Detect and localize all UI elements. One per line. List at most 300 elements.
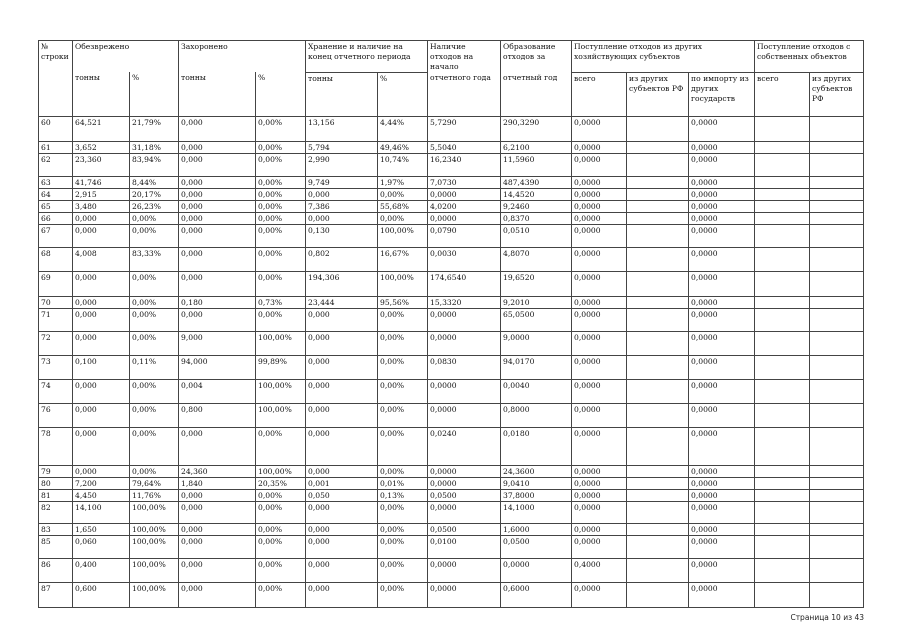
cell-neutralized-percent: 79,64%: [130, 477, 179, 489]
cell-receipt-from-rf: [627, 379, 689, 403]
cell-receipt-total: 0,0000: [572, 379, 627, 403]
cell-beginning-balance: 0,0790: [428, 224, 501, 247]
cell-own-from-rf: [810, 523, 864, 535]
cell-receipt-total: 0,0000: [572, 501, 627, 523]
cell-buried-percent: 0,00%: [256, 558, 306, 582]
cell-neutralized-percent: 0,00%: [130, 427, 179, 465]
cell-receipt-total: 0,0000: [572, 477, 627, 489]
cell-buried-tons: 0,180: [179, 296, 256, 308]
cell-storage-percent: 0,01%: [378, 477, 428, 489]
cell-beginning-balance: 15,3320: [428, 296, 501, 308]
cell-row-number: 85: [39, 535, 73, 558]
cell-own-total: [755, 296, 810, 308]
cell-beginning-balance: 7,0730: [428, 176, 501, 188]
header-row-2: [39, 72, 864, 116]
cell-storage-tons: 0,000: [306, 501, 378, 523]
cell-buried-percent: 0,73%: [256, 296, 306, 308]
cell-storage-tons: 23,444: [306, 296, 378, 308]
cell-own-total: [755, 188, 810, 200]
header-own-other-rf: из других субъектов РФ: [810, 72, 864, 116]
cell-own-from-rf: [810, 477, 864, 489]
cell-own-from-rf: [810, 141, 864, 153]
cell-buried-percent: 100,00%: [256, 331, 306, 355]
cell-neutralized-tons: 0,000: [73, 465, 130, 477]
cell-storage-tons: 0,000: [306, 212, 378, 224]
cell-formation: 9,0410: [501, 477, 572, 489]
cell-own-total: [755, 558, 810, 582]
cell-buried-percent: 0,00%: [256, 188, 306, 200]
cell-storage-tons: 0,000: [306, 308, 378, 331]
cell-beginning-balance: 0,0000: [428, 501, 501, 523]
cell-buried-tons: 94,000: [179, 355, 256, 379]
cell-storage-tons: 0,802: [306, 247, 378, 271]
header-buried: Захоронено: [179, 41, 306, 73]
table-row: [39, 116, 864, 141]
cell-own-from-rf: [810, 331, 864, 355]
cell-neutralized-percent: 100,00%: [130, 523, 179, 535]
cell-receipt-import: 0,0000: [689, 247, 755, 271]
cell-storage-percent: 100,00%: [378, 271, 428, 296]
cell-row-number: 76: [39, 403, 73, 427]
cell-buried-percent: 100,00%: [256, 465, 306, 477]
cell-buried-percent: 0,00%: [256, 141, 306, 153]
cell-neutralized-percent: 31,18%: [130, 141, 179, 153]
header-receipt-total: всего: [572, 72, 627, 116]
cell-receipt-from-rf: [627, 308, 689, 331]
cell-receipt-import: 0,0000: [689, 558, 755, 582]
cell-storage-tons: 0,050: [306, 489, 378, 501]
cell-neutralized-percent: 100,00%: [130, 582, 179, 607]
cell-formation: 0,8000: [501, 403, 572, 427]
cell-own-from-rf: [810, 558, 864, 582]
cell-own-total: [755, 247, 810, 271]
cell-neutralized-percent: 100,00%: [130, 535, 179, 558]
cell-storage-percent: 16,67%: [378, 247, 428, 271]
cell-own-from-rf: [810, 247, 864, 271]
cell-row-number: 73: [39, 355, 73, 379]
cell-row-number: 86: [39, 558, 73, 582]
cell-storage-percent: 0,00%: [378, 465, 428, 477]
cell-own-from-rf: [810, 403, 864, 427]
cell-neutralized-percent: 0,00%: [130, 271, 179, 296]
cell-own-from-rf: [810, 200, 864, 212]
cell-buried-tons: 0,000: [179, 153, 256, 176]
cell-own-from-rf: [810, 355, 864, 379]
cell-own-total: [755, 427, 810, 465]
cell-neutralized-tons: 1,650: [73, 523, 130, 535]
cell-own-total: [755, 116, 810, 141]
header-row-no: № строки: [39, 41, 73, 117]
cell-beginning-balance: 0,0000: [428, 477, 501, 489]
cell-buried-tons: 0,000: [179, 271, 256, 296]
header-receipt-from-rf: из других субъектов РФ: [627, 72, 689, 116]
cell-neutralized-tons: 0,000: [73, 308, 130, 331]
cell-formation: 14,4520: [501, 188, 572, 200]
cell-beginning-balance: 0,0000: [428, 308, 501, 331]
cell-row-number: 69: [39, 271, 73, 296]
cell-receipt-total: 0,0000: [572, 403, 627, 427]
cell-receipt-import: 0,0000: [689, 308, 755, 331]
cell-storage-tons: 0,000: [306, 379, 378, 403]
cell-storage-tons: 2,990: [306, 153, 378, 176]
cell-receipt-total: 0,0000: [572, 523, 627, 535]
cell-neutralized-tons: 0,000: [73, 212, 130, 224]
cell-buried-percent: 0,00%: [256, 308, 306, 331]
cell-neutralized-percent: 0,00%: [130, 379, 179, 403]
cell-beginning-balance: 5,5040: [428, 141, 501, 153]
cell-formation: 11,5960: [501, 153, 572, 176]
cell-receipt-total: 0,0000: [572, 200, 627, 212]
cell-neutralized-tons: 41,746: [73, 176, 130, 188]
cell-row-number: 82: [39, 501, 73, 523]
cell-row-number: 65: [39, 200, 73, 212]
table-row: [39, 465, 864, 477]
cell-receipt-total: 0,0000: [572, 116, 627, 141]
cell-buried-tons: 24,360: [179, 465, 256, 477]
cell-formation: 4,8070: [501, 247, 572, 271]
cell-receipt-total: 0,0000: [572, 308, 627, 331]
header-storage: Хранение и наличие на конец отчетного периода: [306, 41, 428, 73]
cell-own-total: [755, 582, 810, 607]
cell-buried-tons: 0,000: [179, 247, 256, 271]
cell-neutralized-tons: 4,008: [73, 247, 130, 271]
cell-receipt-total: 0,0000: [572, 331, 627, 355]
cell-receipt-total: 0,0000: [572, 176, 627, 188]
table-row: [39, 489, 864, 501]
cell-storage-percent: 0,00%: [378, 355, 428, 379]
cell-buried-percent: 20,35%: [256, 477, 306, 489]
cell-storage-tons: 0,000: [306, 582, 378, 607]
cell-neutralized-percent: 0,00%: [130, 465, 179, 477]
cell-neutralized-tons: 3,480: [73, 200, 130, 212]
cell-receipt-total: 0,0000: [572, 465, 627, 477]
cell-neutralized-tons: 4,450: [73, 489, 130, 501]
cell-receipt-import: 0,0000: [689, 535, 755, 558]
cell-storage-tons: 0,000: [306, 427, 378, 465]
cell-buried-tons: 0,000: [179, 176, 256, 188]
table-row: [39, 379, 864, 403]
cell-buried-percent: 0,00%: [256, 247, 306, 271]
cell-receipt-from-rf: [627, 501, 689, 523]
cell-receipt-total: 0,0000: [572, 212, 627, 224]
cell-beginning-balance: 0,0830: [428, 355, 501, 379]
table-row: [39, 403, 864, 427]
cell-neutralized-tons: 0,000: [73, 271, 130, 296]
cell-own-total: [755, 403, 810, 427]
cell-neutralized-percent: 0,00%: [130, 403, 179, 427]
cell-neutralized-tons: 64,521: [73, 116, 130, 141]
cell-receipt-total: 0,0000: [572, 427, 627, 465]
cell-receipt-import: 0,0000: [689, 224, 755, 247]
cell-receipt-from-rf: [627, 188, 689, 200]
cell-beginning-balance: 0,0240: [428, 427, 501, 465]
cell-buried-percent: 100,00%: [256, 379, 306, 403]
cell-beginning-balance: 0,0000: [428, 403, 501, 427]
cell-storage-percent: 0,00%: [378, 379, 428, 403]
cell-storage-tons: 0,000: [306, 331, 378, 355]
cell-own-total: [755, 465, 810, 477]
table-row: [39, 477, 864, 489]
cell-receipt-total: 0,0000: [572, 271, 627, 296]
waste-table: [38, 40, 864, 608]
table-row: [39, 141, 864, 153]
cell-neutralized-percent: 26,23%: [130, 200, 179, 212]
cell-receipt-from-rf: [627, 558, 689, 582]
table-row: [39, 582, 864, 607]
cell-buried-percent: 0,00%: [256, 582, 306, 607]
cell-own-from-rf: [810, 271, 864, 296]
header-buried-percent: %: [256, 72, 306, 116]
cell-receipt-total: 0,0000: [572, 296, 627, 308]
cell-formation: 0,8370: [501, 212, 572, 224]
cell-buried-percent: 0,00%: [256, 523, 306, 535]
cell-receipt-import: 0,0000: [689, 403, 755, 427]
table-row: [39, 501, 864, 523]
cell-buried-percent: 0,00%: [256, 501, 306, 523]
cell-beginning-balance: 0,0000: [428, 379, 501, 403]
cell-buried-tons: 0,000: [179, 116, 256, 141]
cell-beginning-balance: 4,0200: [428, 200, 501, 212]
cell-own-from-rf: [810, 535, 864, 558]
cell-receipt-from-rf: [627, 224, 689, 247]
cell-storage-tons: 9,749: [306, 176, 378, 188]
cell-formation: 1,6000: [501, 523, 572, 535]
cell-receipt-import: 0,0000: [689, 153, 755, 176]
cell-storage-tons: 13,156: [306, 116, 378, 141]
cell-receipt-import: 0,0000: [689, 477, 755, 489]
cell-formation: 0,0510: [501, 224, 572, 247]
cell-own-from-rf: [810, 501, 864, 523]
cell-buried-tons: 0,000: [179, 558, 256, 582]
cell-own-from-rf: [810, 489, 864, 501]
cell-receipt-from-rf: [627, 200, 689, 212]
cell-neutralized-tons: 0,000: [73, 427, 130, 465]
cell-own-from-rf: [810, 582, 864, 607]
cell-buried-percent: 99,89%: [256, 355, 306, 379]
cell-buried-percent: 0,00%: [256, 489, 306, 501]
cell-storage-tons: 194,306: [306, 271, 378, 296]
cell-row-number: 83: [39, 523, 73, 535]
cell-row-number: 74: [39, 379, 73, 403]
cell-storage-percent: 0,00%: [378, 501, 428, 523]
cell-buried-tons: 0,000: [179, 523, 256, 535]
cell-storage-percent: 0,00%: [378, 558, 428, 582]
cell-neutralized-tons: 3,652: [73, 141, 130, 153]
cell-neutralized-percent: 0,11%: [130, 355, 179, 379]
cell-buried-percent: 0,00%: [256, 153, 306, 176]
cell-own-total: [755, 355, 810, 379]
cell-receipt-import: 0,0000: [689, 582, 755, 607]
cell-row-number: 63: [39, 176, 73, 188]
cell-buried-percent: 100,00%: [256, 403, 306, 427]
cell-receipt-total: 0,0000: [572, 247, 627, 271]
cell-neutralized-percent: 0,00%: [130, 296, 179, 308]
cell-receipt-from-rf: [627, 212, 689, 224]
table-row: [39, 200, 864, 212]
cell-row-number: 87: [39, 582, 73, 607]
cell-receipt-from-rf: [627, 477, 689, 489]
table-row: [39, 427, 864, 465]
cell-own-from-rf: [810, 212, 864, 224]
cell-neutralized-percent: 21,79%: [130, 116, 179, 141]
cell-neutralized-percent: 100,00%: [130, 501, 179, 523]
cell-buried-tons: 0,000: [179, 141, 256, 153]
cell-beginning-balance: 5,7290: [428, 116, 501, 141]
cell-own-total: [755, 379, 810, 403]
cell-own-total: [755, 153, 810, 176]
cell-storage-tons: 0,000: [306, 355, 378, 379]
cell-own-from-rf: [810, 308, 864, 331]
cell-row-number: 80: [39, 477, 73, 489]
cell-receipt-import: 0,0000: [689, 176, 755, 188]
cell-row-number: 72: [39, 331, 73, 355]
header-beginning-sub: отчетного года: [428, 72, 501, 116]
cell-buried-percent: 0,00%: [256, 224, 306, 247]
header-neutralized-tons: тонны: [73, 72, 130, 116]
cell-buried-tons: 0,000: [179, 427, 256, 465]
cell-beginning-balance: 0,0000: [428, 558, 501, 582]
cell-buried-tons: 0,000: [179, 501, 256, 523]
cell-neutralized-tons: 14,100: [73, 501, 130, 523]
cell-formation: 0,0180: [501, 427, 572, 465]
cell-neutralized-tons: 2,915: [73, 188, 130, 200]
table-row: [39, 331, 864, 355]
cell-formation: 487,4390: [501, 176, 572, 188]
cell-neutralized-tons: 0,000: [73, 403, 130, 427]
table-row: [39, 271, 864, 296]
cell-row-number: 67: [39, 224, 73, 247]
cell-formation: 9,0000: [501, 331, 572, 355]
cell-receipt-from-rf: [627, 535, 689, 558]
cell-receipt-from-rf: [627, 489, 689, 501]
cell-storage-percent: 0,00%: [378, 188, 428, 200]
cell-own-total: [755, 477, 810, 489]
table-row: [39, 176, 864, 188]
cell-neutralized-percent: 100,00%: [130, 558, 179, 582]
cell-buried-tons: 0,000: [179, 188, 256, 200]
cell-own-total: [755, 523, 810, 535]
cell-beginning-balance: 0,0100: [428, 535, 501, 558]
cell-storage-percent: 10,74%: [378, 153, 428, 176]
cell-beginning-balance: 0,0000: [428, 212, 501, 224]
cell-beginning-balance: 0,0030: [428, 247, 501, 271]
cell-receipt-from-rf: [627, 403, 689, 427]
cell-row-number: 60: [39, 116, 73, 141]
cell-own-from-rf: [810, 153, 864, 176]
cell-row-number: 66: [39, 212, 73, 224]
cell-own-from-rf: [810, 465, 864, 477]
cell-own-total: [755, 489, 810, 501]
cell-neutralized-tons: 0,600: [73, 582, 130, 607]
cell-storage-tons: 0,000: [306, 188, 378, 200]
cell-own-total: [755, 331, 810, 355]
cell-receipt-import: 0,0000: [689, 141, 755, 153]
cell-own-from-rf: [810, 427, 864, 465]
header-own-total: всего: [755, 72, 810, 116]
cell-neutralized-percent: 8,44%: [130, 176, 179, 188]
cell-own-from-rf: [810, 379, 864, 403]
cell-receipt-total: 0,0000: [572, 224, 627, 247]
table-row: [39, 188, 864, 200]
cell-buried-percent: 0,00%: [256, 176, 306, 188]
cell-buried-percent: 0,00%: [256, 271, 306, 296]
header-formation: Образование отходов за: [501, 41, 572, 73]
cell-formation: 14,1000: [501, 501, 572, 523]
table-row: [39, 224, 864, 247]
cell-receipt-from-rf: [627, 523, 689, 535]
cell-formation: 9,2460: [501, 200, 572, 212]
cell-receipt-import: 0,0000: [689, 501, 755, 523]
cell-storage-tons: 0,000: [306, 558, 378, 582]
cell-receipt-from-rf: [627, 116, 689, 141]
cell-buried-percent: 0,00%: [256, 212, 306, 224]
cell-receipt-from-rf: [627, 247, 689, 271]
cell-receipt-from-rf: [627, 141, 689, 153]
cell-storage-tons: 0,001: [306, 477, 378, 489]
cell-neutralized-percent: 0,00%: [130, 212, 179, 224]
table-row: [39, 523, 864, 535]
cell-storage-tons: 0,130: [306, 224, 378, 247]
cell-row-number: 71: [39, 308, 73, 331]
cell-row-number: 64: [39, 188, 73, 200]
cell-neutralized-tons: 0,100: [73, 355, 130, 379]
cell-row-number: 68: [39, 247, 73, 271]
cell-receipt-total: 0,0000: [572, 153, 627, 176]
cell-storage-tons: 5,794: [306, 141, 378, 153]
cell-storage-percent: 0,00%: [378, 212, 428, 224]
table-row: [39, 535, 864, 558]
cell-storage-percent: 49,46%: [378, 141, 428, 153]
cell-own-from-rf: [810, 116, 864, 141]
header-receipt-import: по импорту из других государств: [689, 72, 755, 116]
cell-buried-tons: 0,000: [179, 212, 256, 224]
header-beginning: Наличие отходов на начало: [428, 41, 501, 73]
cell-receipt-import: 0,0000: [689, 465, 755, 477]
cell-receipt-import: 0,0000: [689, 188, 755, 200]
header-neutralized-percent: %: [130, 72, 179, 116]
page-number: Страница 10 из 43: [790, 613, 864, 622]
cell-formation: 0,0000: [501, 558, 572, 582]
cell-buried-tons: 0,000: [179, 224, 256, 247]
cell-buried-tons: 0,000: [179, 489, 256, 501]
cell-buried-tons: 0,000: [179, 582, 256, 607]
cell-buried-tons: 0,004: [179, 379, 256, 403]
cell-storage-percent: 0,00%: [378, 331, 428, 355]
cell-buried-percent: 0,00%: [256, 427, 306, 465]
cell-beginning-balance: 174,6540: [428, 271, 501, 296]
cell-storage-percent: 55,68%: [378, 200, 428, 212]
cell-neutralized-percent: 83,33%: [130, 247, 179, 271]
cell-receipt-total: 0,0000: [572, 582, 627, 607]
cell-own-total: [755, 200, 810, 212]
cell-receipt-from-rf: [627, 427, 689, 465]
cell-beginning-balance: 0,0500: [428, 489, 501, 501]
cell-receipt-import: 0,0000: [689, 427, 755, 465]
cell-storage-percent: 0,00%: [378, 427, 428, 465]
cell-receipt-total: 0,0000: [572, 188, 627, 200]
table-row: [39, 558, 864, 582]
cell-storage-percent: 0,13%: [378, 489, 428, 501]
cell-own-total: [755, 271, 810, 296]
cell-row-number: 81: [39, 489, 73, 501]
cell-neutralized-percent: 0,00%: [130, 224, 179, 247]
table-row: [39, 308, 864, 331]
cell-receipt-import: 0,0000: [689, 116, 755, 141]
cell-own-total: [755, 176, 810, 188]
cell-storage-tons: 7,386: [306, 200, 378, 212]
cell-row-number: 62: [39, 153, 73, 176]
cell-buried-tons: 1,840: [179, 477, 256, 489]
